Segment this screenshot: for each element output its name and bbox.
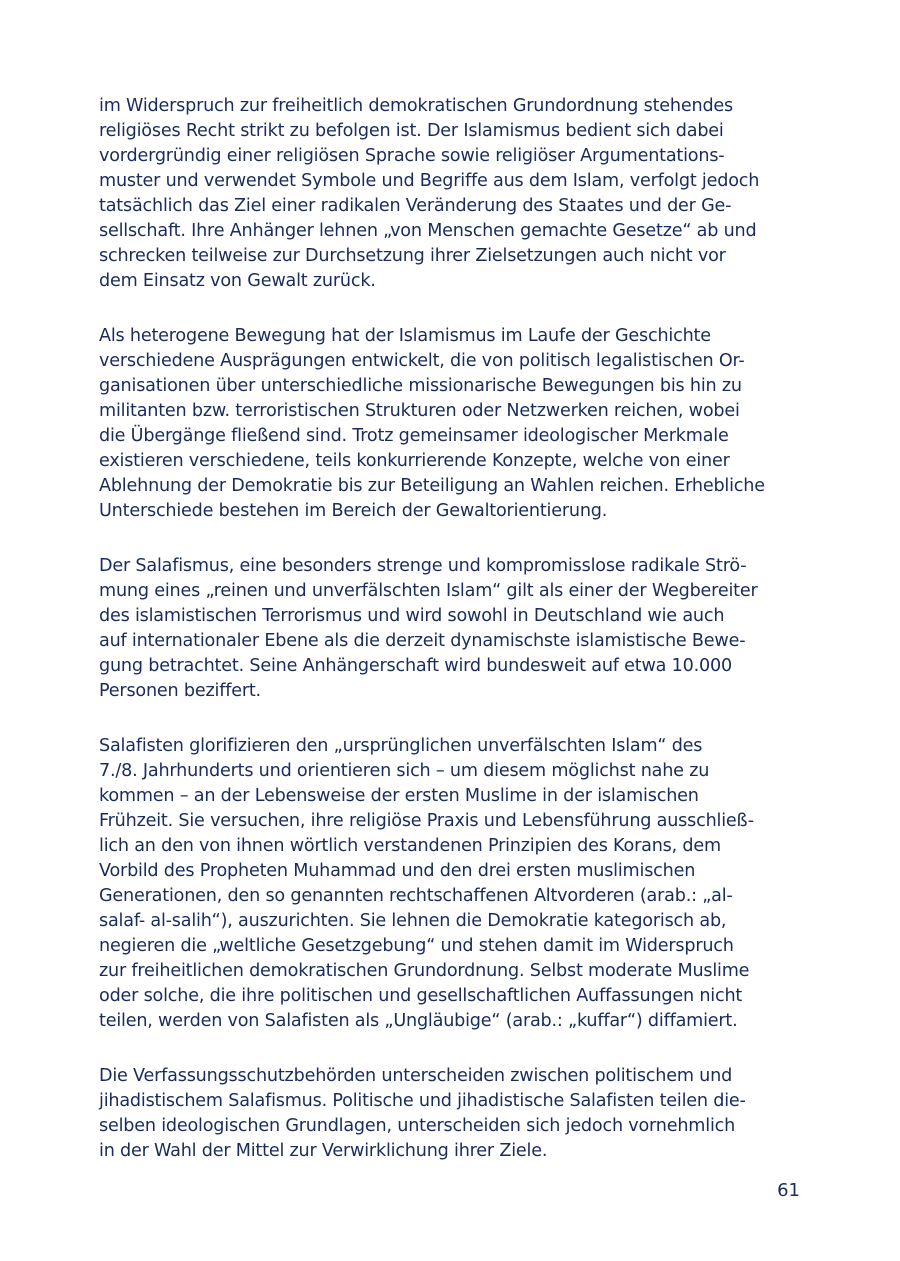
text-line: auf internationaler Ebene als die derzeit dynamischste islamistische Bewe- (99, 631, 746, 651)
text-line: jihadistischem Salafismus. Politische und jihadistische Salafisten teilen die- (99, 1091, 746, 1111)
text-line: Frühzeit. Sie versuchen, ihre religiöse Praxis und Lebensführung ausschließ- (99, 811, 754, 831)
text-line: ganisationen über unterschiedliche missionarische Bewegungen bis hin zu (99, 376, 742, 396)
text-line: Unterschiede bestehen im Bereich der Gewaltorientierung. (99, 501, 608, 521)
text-line: des islamistischen Terrorismus und wird sowohl in Deutschland wie auch (99, 606, 725, 626)
text-line: die Übergänge fließend sind. Trotz gemeinsamer ideologischer Merkmale (99, 426, 729, 446)
text-line: tatsächlich das Ziel einer radikalen Veränderung des Staates und der Ge- (99, 196, 732, 216)
text-line: verschiedene Ausprägungen entwickelt, die von politisch legalistischen Or- (99, 351, 745, 371)
text-line: zur freiheitlichen demokratischen Grundordnung. Selbst moderate Muslime (99, 961, 750, 981)
text-line: Vorbild des Propheten Muhammad und den drei ersten muslimischen (99, 861, 696, 881)
text-line: schrecken teilweise zur Durchsetzung ihrer Zielsetzungen auch nicht vor (99, 246, 726, 266)
text-line: religiöses Recht strikt zu befolgen ist. Der Islamismus bedient sich dabei (99, 121, 724, 141)
text-line: muster und verwendet Symbole und Begriffe aus dem Islam, verfolgt jedoch (99, 171, 760, 191)
text-line: selben ideologischen Grundlagen, unterscheiden sich jedoch vornehmlich (99, 1116, 736, 1136)
text-line: 7./8. Jahrhunderts und orientieren sich – um diesem möglichst nahe zu (99, 761, 710, 781)
paragraph-2 (99, 324, 801, 524)
text-line: salaf- al-salih“), auszurichten. Sie lehnen die Demokratie kategorisch ab, (99, 911, 727, 931)
text-line: lich an den von ihnen wörtlich verstandenen Prinzipien des Korans, dem (99, 836, 721, 856)
text-line: vordergründig einer religiösen Sprache sowie religiöser Argumentations- (99, 146, 725, 166)
text-line: Salafisten glorifizieren den „ursprünglichen unverfälschten Islam“ des (99, 736, 703, 756)
page-number: 61 (777, 1180, 800, 1201)
text-line: existieren verschiedene, teils konkurrierende Konzepte, welche von einer (99, 451, 730, 471)
text-line: Ablehnung der Demokratie bis zur Beteiligung an Wahlen reichen. Erhebliche (99, 476, 765, 496)
text-line: teilen, werden von Salafisten als „Ungläubige“ (arab.: „kuffar“) diffamiert. (99, 1011, 738, 1031)
text-line: im Widerspruch zur freiheitlich demokratischen Grundordnung stehendes (99, 96, 734, 116)
text-line: Der Salafismus, eine besonders strenge und kompromisslose radikale Strö- (99, 556, 747, 576)
paragraph-5 (99, 1064, 801, 1164)
text-line: dem Einsatz von Gewalt zurück. (99, 271, 376, 291)
text-line: oder solche, die ihre politischen und gesellschaftlichen Auffassungen nicht (99, 986, 743, 1006)
text-line: militanten bzw. terroristischen Strukturen oder Netzwerken reichen, wobei (99, 401, 740, 421)
text-line: Die Verfassungsschutzbehörden unterscheiden zwischen politischem und (99, 1066, 733, 1086)
text-line: Als heterogene Bewegung hat der Islamismus im Laufe der Geschichte (99, 326, 711, 346)
paragraph-4 (99, 734, 801, 1034)
paragraph-1 (99, 94, 801, 294)
text-line: Personen beziffert. (99, 681, 261, 701)
paragraph-3 (99, 554, 801, 704)
text-line: kommen – an der Lebensweise der ersten Muslime in der islamischen (99, 786, 699, 806)
body-text (99, 94, 801, 1194)
text-line: sellschaft. Ihre Anhänger lehnen „von Menschen gemachte Gesetze“ ab und (99, 221, 757, 241)
text-line: mung eines „reinen und unverfälschten Islam“ gilt als einer der Wegbereiter (99, 581, 758, 601)
text-line: gung betrachtet. Seine Anhängerschaft wird bundesweit auf etwa 10.000 (99, 656, 733, 676)
text-line: Generationen, den so genannten rechtschaffenen Altvorderen (arab.: „al- (99, 886, 733, 906)
text-line: in der Wahl der Mittel zur Verwirklichung ihrer Ziele. (99, 1141, 548, 1161)
text-line: negieren die „weltliche Gesetzgebung“ und stehen damit im Widerspruch (99, 936, 734, 956)
